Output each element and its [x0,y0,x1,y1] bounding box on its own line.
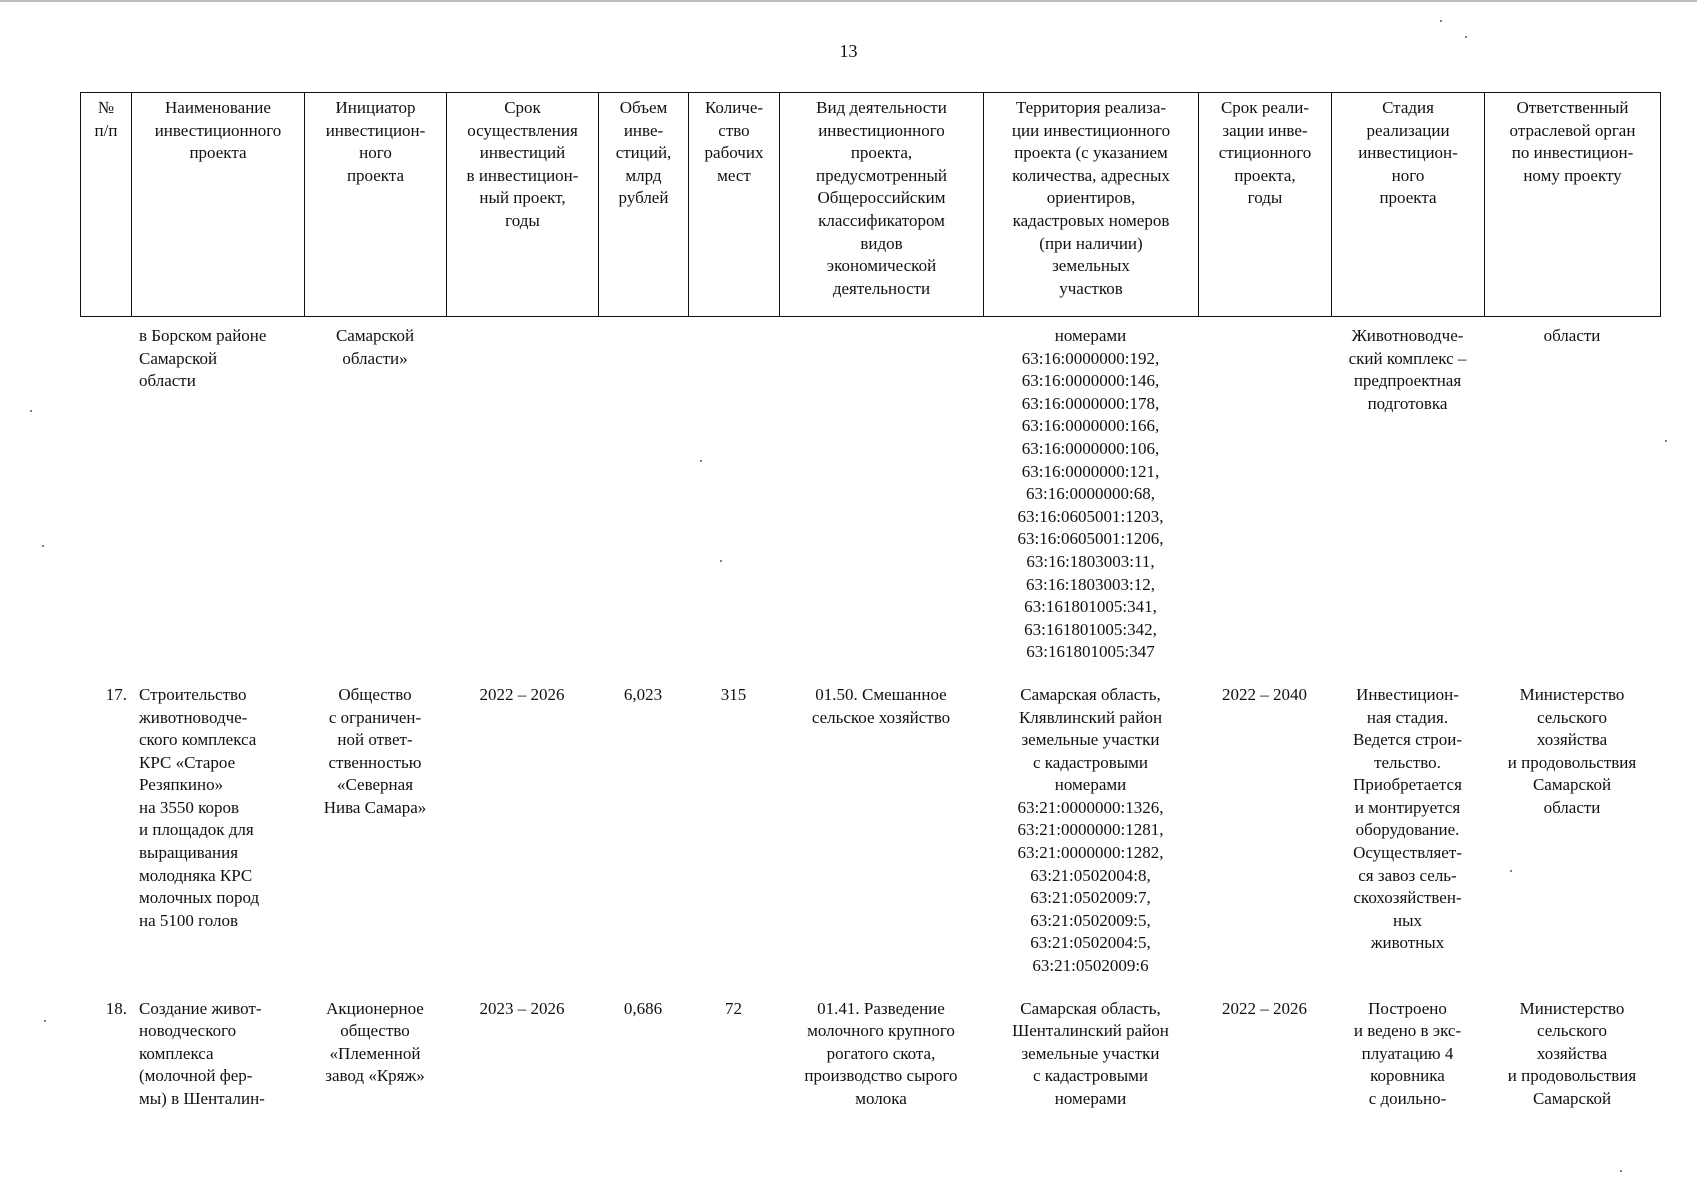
scan-speck [1440,20,1442,22]
jobs [688,325,779,684]
header-activity-type: Вид деятельности инвестиционного проекта, предусмотренный Общероссийским классификатором видов экономической деятельности [780,93,984,317]
header-project-name: Наименование инвестиционного проекта [132,93,305,317]
table-row-continued [80,325,1660,684]
scan-speck [1510,870,1512,872]
row-number: 17. [105,684,127,704]
stage: Инвестицион- ная стадия. Ведется строи- тельство. Приобретается и монтируется оборудование. Осуществляет- ся завоз сель- скохозяйствен- ных животных [1352,684,1463,953]
investment-volume [598,325,688,684]
initiator: Самарской области» [335,326,415,368]
activity-type [779,325,983,684]
realization-period: 2022 – 2026 [1222,998,1307,1018]
activity-type: 01.41. Разведение молочного крупного рогатого скота, производство сырого молока [804,998,958,1108]
scan-speck [720,560,722,562]
table-row-17 [80,684,1660,998]
header-stage: Стадия реализации инвестицион- ного проекта [1332,93,1485,317]
header-number: № п/п [81,93,132,317]
header-jobs: Количе- ство рабочих мест [689,93,780,317]
realization-period: 2022 – 2040 [1222,684,1307,704]
row-number: 18. [105,998,127,1018]
investment-volume: 0,686 [623,998,663,1018]
jobs: 315 [720,684,747,704]
scan-speck [30,410,32,412]
project-name: в Борском районе Самарской области [139,326,267,391]
scan-speck [44,1020,46,1022]
stage: Животноводче- ский комплекс – предпроектная подготовка [1348,326,1467,413]
header-initiator: Инициатор инвестицион- ного проекта [305,93,447,317]
jobs: 72 [725,998,742,1018]
activity-type: 01.50. Смешанное сельское хозяйство [811,684,951,727]
project-name: Создание живот- новодческого комплекса (молочной фер- мы) в Шенталин- [139,998,265,1108]
investment-volume: 6,023 [623,684,663,704]
header-territory: Территория реализа- ции инвестиционного проекта (с указанием количества, адресных ориентиров, кадастровых номеров (при наличии) земельных участков [984,93,1199,317]
territory: номерами 63:16:0000000:192, 63:16:0000000:146, 63:16:0000000:178, 63:16:0000000:166, 63:16:0000000:106, 63:16:0000000:121, 63:16:0000000:68, 63:16:0605001:1203, 63:16:0605001:1206, 63:16:1803003:11, 63:16:1803003:12, 63:161801005:341, 63:161801005:342, 63:161801005:347 [1017,326,1164,662]
page-number: 13 [839,41,858,61]
responsible-body: области [1543,326,1601,345]
table-row-18 [80,998,1660,1111]
top-edge-line [0,0,1697,2]
header-responsible-body: Ответственный отраслевой орган по инвестицион- ному проекту [1485,93,1661,317]
header-investment-volume: Объем инве- стиций, млрд рублей [599,93,689,317]
investment-period: 2023 – 2026 [479,998,565,1018]
initiator: Акционерное общество «Племенной завод «Кряж» [325,998,425,1086]
header-investment-period: Срок осуществления инвестиций в инвестицион- ный проект, годы [447,93,599,317]
territory: Самарская область, Клявлинский район земельные участки с кадастровыми номерами 63:21:0000000:1326, 63:21:0000000:1281, 63:21:0000000:1282, 63:21:0502004:8, 63:21:0502009:7, 63:21:0502009:5, 63:21:0502004:5, 63:21:0502009:6 [1017,684,1164,976]
initiator: Общество с ограничен- ной ответ- ственностью «Северная Нива Самара» [323,684,427,817]
realization-period [1198,325,1331,684]
project-name: Строительство животноводче- ского комплекса КРС «Старое Резяпкино» на 3550 коров и площадок для выращивания молодняка КРС молочных пород на 5100 голов [139,684,260,930]
scan-speck [1665,440,1667,442]
table-body [80,325,1660,1111]
investment-period [446,325,598,684]
scan-speck [700,460,702,462]
header-realization-period: Срок реали- зации инве- стиционного проекта, годы [1199,93,1332,317]
scan-speck [42,545,44,547]
investment-period: 2022 – 2026 [479,684,565,704]
responsible-body: Министерство сельского хозяйства и продовольствия Самарской [1507,998,1637,1108]
stage: Построено и ведено в экс- плуатацию 4 коровника с доильно- [1353,998,1462,1108]
table-header [80,92,1661,317]
territory: Самарская область, Шенталинский район земельные участки с кадастровыми номерами [1012,998,1169,1108]
row-number [80,325,131,684]
responsible-body: Министерство сельского хозяйства и продовольствия Самарской области [1507,684,1637,817]
scan-speck [1465,36,1467,38]
scan-speck [1620,1170,1622,1172]
